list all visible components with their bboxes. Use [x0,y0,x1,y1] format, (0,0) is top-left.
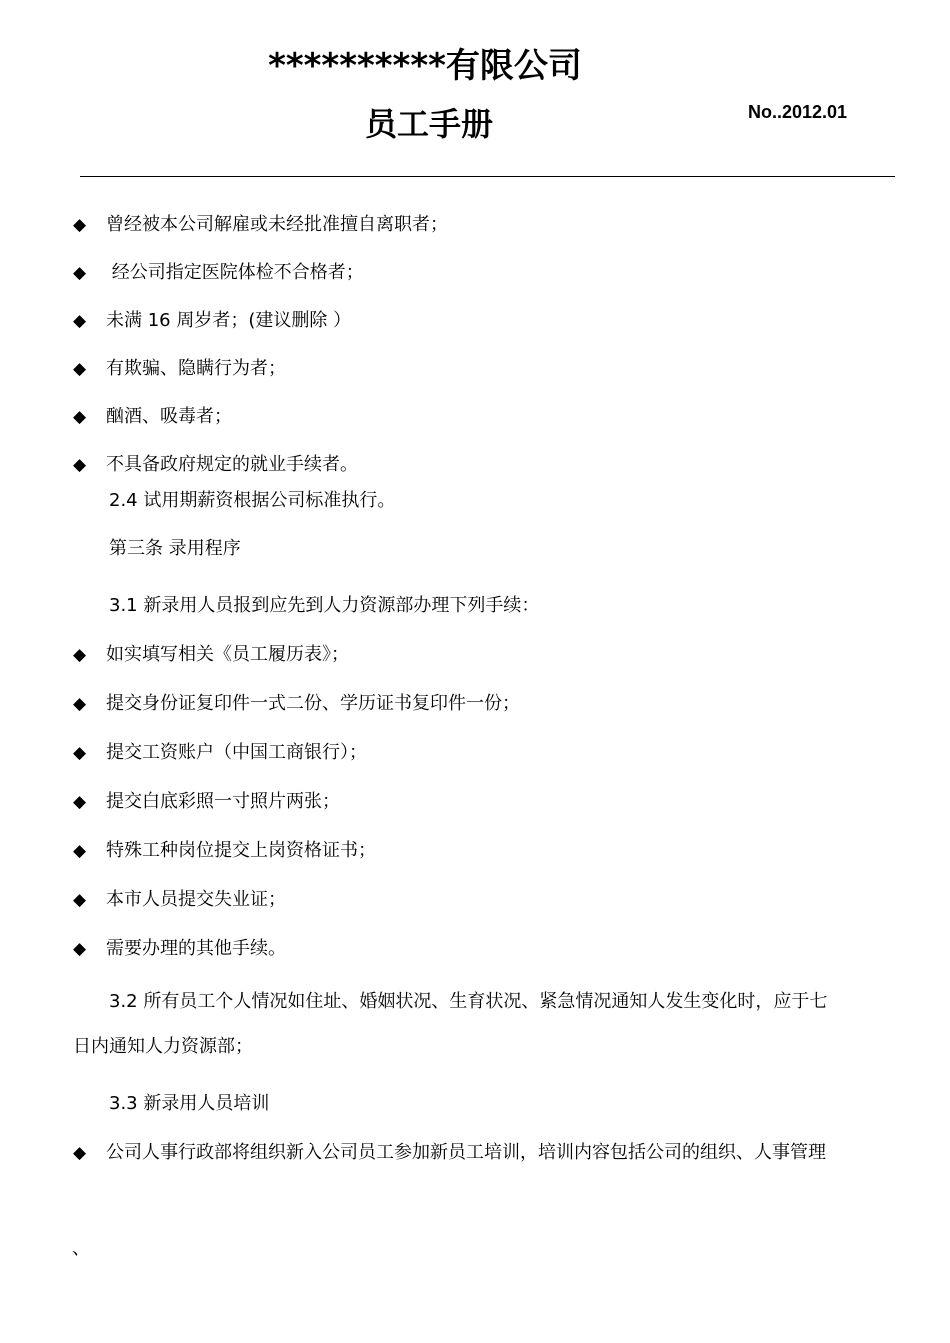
bullet-icon: ◆ [73,694,87,714]
document-number: No..2012.01 [748,102,848,122]
list-item-text: 提交白底彩照一寸照片两张； [106,791,340,812]
article-3-heading: 第三条 录用程序 [109,538,241,559]
list-item-text: 公司人事行政部将组织新入公司员工参加新员工培训，培训内容包括公司的组织、人事管理 [106,1142,826,1163]
bullet-icon: ◆ [73,792,87,812]
section-3-1: 3.1 新录用人员报到应先到人力资源部办理下列手续： [109,595,540,616]
bullet-icon: ◆ [73,407,87,427]
document-title: 员工手册 [364,105,493,143]
bullet-icon: ◆ [73,359,87,379]
footer-mark: 、 [72,1238,90,1259]
list-item-text: 未满 16 周岁者；(建议删除 ） [106,310,352,331]
list-item-text: 不具备政府规定的就业手续者。 [106,454,358,475]
bullet-icon: ◆ [73,890,87,910]
header-rule [80,176,895,177]
list-item-text: 有欺骗、隐瞒行为者； [106,358,286,379]
list-item-text: 曾经被本公司解雇或未经批准擅自离职者； [106,214,448,235]
bullet-icon: ◆ [73,939,87,959]
bullet-icon: ◆ [73,645,87,665]
bullet-icon: ◆ [73,743,87,763]
list-item-text: 经公司指定医院体检不合格者； [106,262,364,283]
list-item-text: 提交工资账户（中国工商银行）； [106,742,367,763]
list-item-text: 提交身份证复印件一式二份、学历证书复印件一份； [106,693,520,714]
bullet-icon: ◆ [73,841,87,861]
bullet-icon: ◆ [73,1143,87,1163]
list-item-text: 如实填写相关《员工履历表》； [106,644,349,665]
list-item-text: 酗酒、吸毒者； [106,406,232,427]
section-2-4: 2.4 试用期薪资根据公司标准执行。 [109,490,396,511]
section-3-3: 3.3 新录用人员培训 [109,1093,270,1114]
list-item-text: 特殊工种岗位提交上岗资格证书； [106,840,376,861]
section-3-2-line-2: 日内通知人力资源部； [73,1036,253,1057]
list-item-text: 需要办理的其他手续。 [106,938,286,959]
section-3-2-line-1: 3.2 所有员工个人情况如住址、婚姻状况、生育状况、紧急情况通知人发生变化时，应于七 [109,991,828,1012]
bullet-icon: ◆ [73,311,87,331]
bullet-icon: ◆ [73,455,87,475]
list-item-text: 本市人员提交失业证； [106,889,286,910]
bullet-icon: ◆ [73,215,87,235]
bullet-icon: ◆ [73,263,87,283]
company-name: **********有限公司 [268,46,582,86]
